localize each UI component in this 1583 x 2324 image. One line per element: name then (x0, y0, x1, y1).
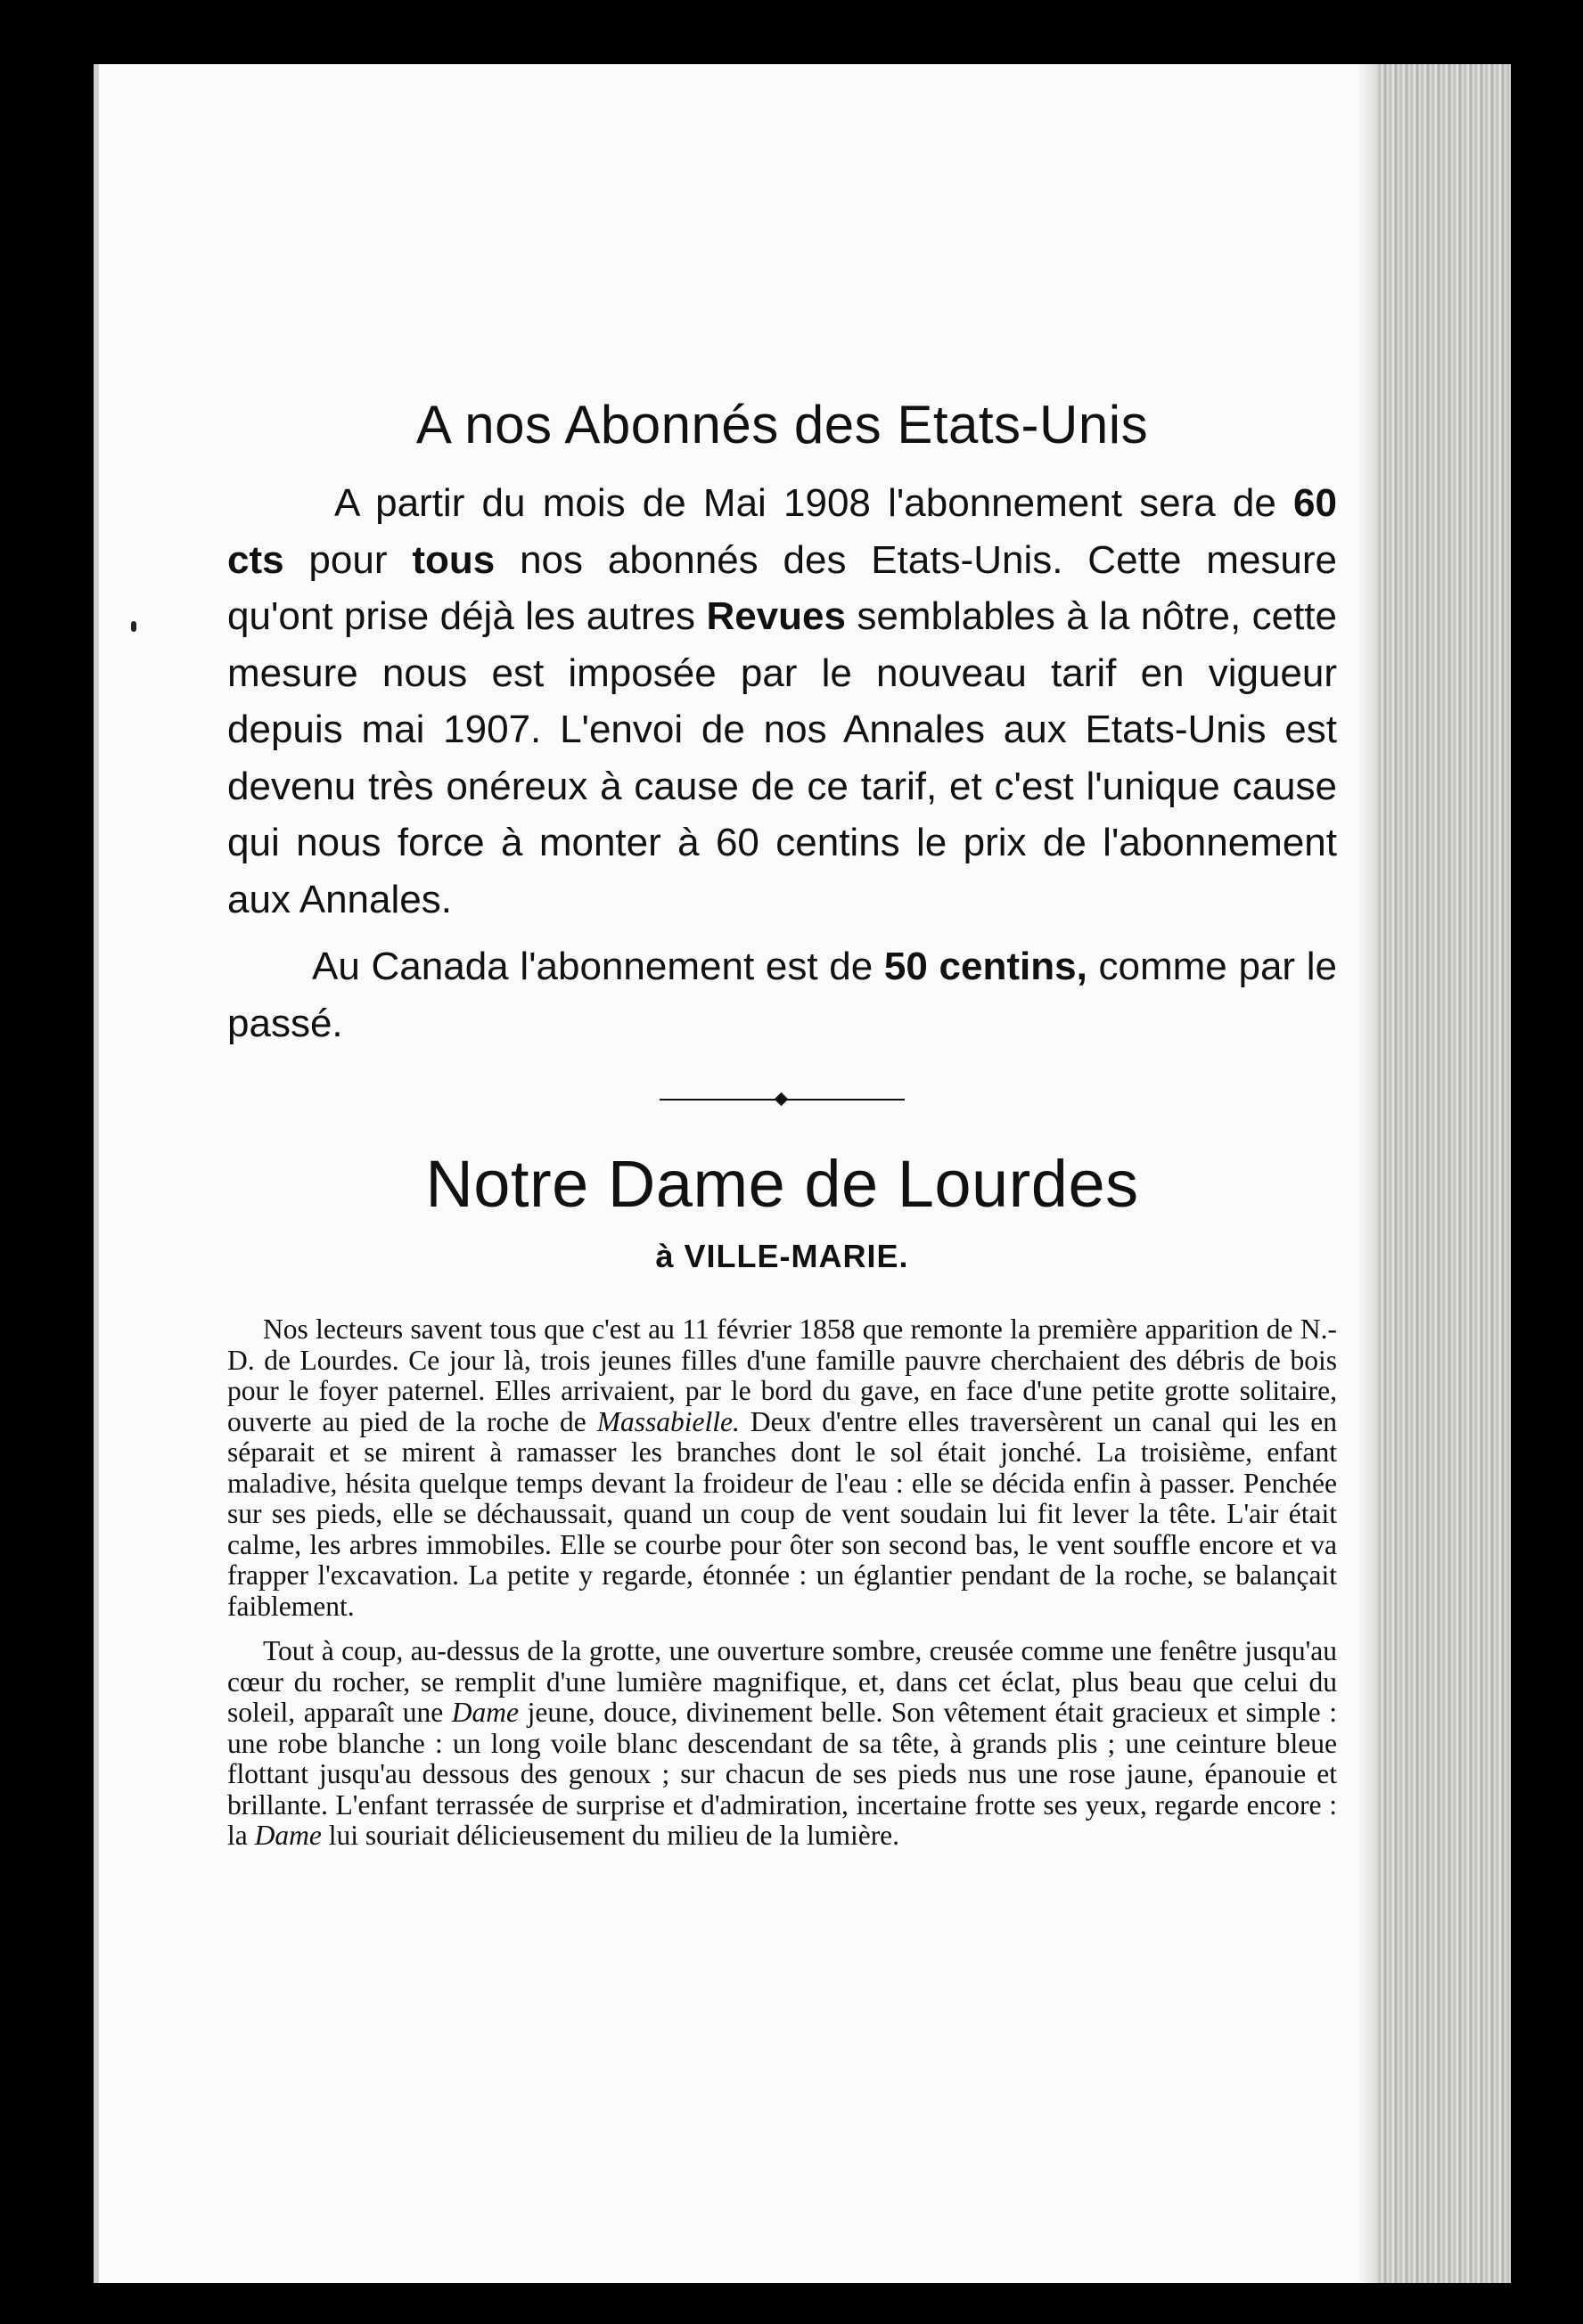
article-title: Notre Dame de Lourdes (425, 1147, 1139, 1221)
notice-paragraph-1 (227, 475, 1337, 928)
page-edge (1377, 64, 1511, 2283)
article-body (227, 1314, 1337, 1852)
notice-emphasis-tous: tous (412, 537, 496, 582)
page-content (227, 394, 1337, 1852)
notice-text: semblables à la nôtre, cette mesure nous est imposée par le nouveau tarif en vigueur depuis mai 1907. L'envoi de nos Annales aux Etats-Unis est devenu très onéreux à cause de ce tarif, et c'est l'unique cause qui nous force à monter à 60 centins le prix de l'abonnement aux Annales. (227, 594, 1337, 921)
article-italic-dame: Dame (451, 1697, 520, 1728)
article-text: Nos lecteurs savent tous que c'est au 11 février 1858 que remonte la première apparition de N.-D. de Lourdes. Ce jour là, trois jeunes filles d'une famille pauvre cherchaient des débris de bois pour le foyer paternel. Elles arrivaient, par le bord du gave, en face d'une petite grotte solitaire, ouverte au pied de la roche de (227, 1313, 1337, 1437)
notice-paragraph-2 (227, 938, 1337, 1052)
notice-text: pour (283, 537, 413, 582)
page-binding (94, 64, 99, 2283)
scanned-page (94, 64, 1511, 2283)
article-italic-dame: Dame (254, 1820, 322, 1851)
notice-title: A nos Abonnés des Etats-Unis (415, 395, 1149, 454)
notice-price-us: 60 cts (227, 481, 1337, 582)
page-edge-shadow (1357, 64, 1377, 2283)
article-paragraph-2 (227, 1636, 1337, 1852)
notice-text: A partir du mois de Mai 1908 l'abonnement sera de (334, 481, 1294, 525)
article-paragraph-1 (227, 1314, 1337, 1622)
article-text: Deux d'entre elles traversèrent un canal qui les en séparait et se mirent à ramasser les branches dont le sol était jonché. La troisième, enfant maladive, hésita quelque temps devant la froideur de l'eau : elle se décida enfin à passer. Penchée sur ses pieds, elle se déchaussait, quand un coup de vent soudain lui fit lever la tête. L'air était calme, les arbres immobiles. Elle se courbe pour ôter son second bas, le vent souffle encore et va frapper l'excavation. La petite y regarde, étonnée : un églantier pendant de la roche, se balançait faiblement. (227, 1405, 1337, 1622)
article-subtitle: à VILLE-MARIE. (655, 1238, 909, 1274)
notice-emphasis-revues: Revues (706, 594, 846, 638)
notice-price-canada: 50 centins, (883, 945, 1087, 988)
notice-text: Au Canada l'abonnement est de (312, 945, 884, 988)
notice-text: comme par le passé. (227, 945, 1338, 1045)
ornamental-divider (660, 1091, 905, 1109)
article-text: Tout à coup, au-dessus de la grotte, une ouverture sombre, creusée comme une fenêtre jusqu'au cœur du rocher, se remplit d'une lumière magnifique, et, dans cet éclat, plus beau que celui du soleil, apparaît une (227, 1635, 1337, 1728)
margin-mark (131, 621, 136, 632)
article-italic-place: Massabielle. (596, 1405, 740, 1437)
subscriber-notice (227, 394, 1337, 1052)
divider-diamond (775, 1092, 789, 1107)
notice-text: nos abonnés des Etats-Unis. Cette mesure qu'ont prise déjà les autres (227, 537, 1338, 638)
article-text: lui souriait délicieusement du milieu de la lumière. (321, 1820, 900, 1851)
lourdes-article (227, 1146, 1337, 1852)
article-text: jeune, douce, divinement belle. Son vêtement était gracieux et simple : une robe blanche : un long voile blanc descendant de sa tête, à grands plis ; une ceinture bleue flottant jusqu'au dessous des genoux ; sur chacun de ses pieds nus une rose jaune, épanouie et brillante. L'enfant terrassée de surprise et d'admiration, incertaine frotte ses yeux, regarde encore : la (227, 1697, 1337, 1851)
